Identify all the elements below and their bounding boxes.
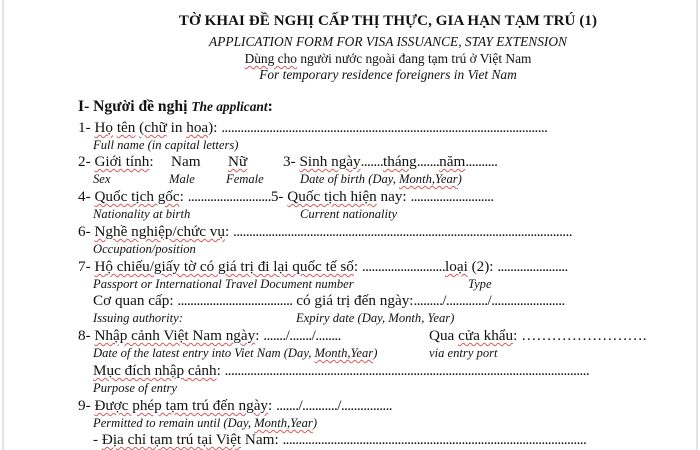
passport-type-en: Type xyxy=(468,277,492,291)
nationality-current-en: Current nationality xyxy=(300,207,398,221)
label-part: hoa xyxy=(186,119,209,136)
permitted-until-label: Được phép tạm trú đến ngày xyxy=(94,397,269,414)
form-scope-vi xyxy=(0,51,700,67)
issuing-authority-blank[interactable]: .................................... xyxy=(177,292,293,309)
field-entry-date xyxy=(78,327,341,344)
scope-vi-rest: người nước ngoài đang tạm trú ở Việt Nam xyxy=(297,51,532,66)
issuing-authority-label: Cơ quan cấp: xyxy=(93,292,178,309)
purpose-en: Purpose of entry xyxy=(93,381,177,395)
dob-en xyxy=(300,172,462,187)
label-part: in xyxy=(166,119,187,136)
occupation-blank[interactable]: .......................................................................................................... xyxy=(233,223,572,240)
temp-address-label: Địa chỉ tạm trú tại Việt xyxy=(101,431,242,448)
sex-option-male[interactable]: Nam xyxy=(171,153,201,170)
field-number: 7- xyxy=(78,258,95,275)
section-label-vi: I- Người đề nghị xyxy=(78,98,192,115)
scope-vi-start: Dùng cho xyxy=(244,51,298,66)
colon: : xyxy=(149,153,154,170)
field-number: 2- xyxy=(78,153,95,170)
entry-en-c: ) xyxy=(373,346,378,360)
occupation-en: Occupation/position xyxy=(93,242,196,256)
expiry-date-blank[interactable]: ........./............./....................... xyxy=(413,292,565,309)
passport-label: Hộ chiếu/giấy tờ có giá trị đi lại quốc tế số xyxy=(94,258,354,275)
occupation-label: Nghề nghiệp/chức vụ xyxy=(94,223,225,240)
field-temp-address xyxy=(93,431,586,448)
permit-en-b: Month,Year xyxy=(254,416,313,430)
passport-type-label: loại xyxy=(445,258,468,275)
field-nationality xyxy=(78,188,494,205)
dob-day-blank[interactable]: ....... xyxy=(360,153,384,170)
section-colon: : xyxy=(267,98,273,115)
field-number: 1- xyxy=(78,119,95,136)
dob-en-c: ) xyxy=(457,172,462,186)
purpose-blank[interactable]: .................................................................................................................. xyxy=(224,362,590,379)
colon: : xyxy=(225,223,234,240)
field-occupation xyxy=(78,223,572,240)
sex-label: Giới tính xyxy=(94,153,150,170)
entry-port-blank[interactable]: ……………………. xyxy=(521,327,647,344)
temp-address-blank[interactable]: ............................................................................................... xyxy=(282,431,587,448)
field-number: 3- xyxy=(283,153,300,170)
passport-type-blank[interactable]: ...................... xyxy=(497,258,568,275)
section-heading xyxy=(78,98,273,115)
entry-port-label: cửa khẩu xyxy=(458,327,514,344)
nationality-birth-en: Nationality at birth xyxy=(93,207,191,221)
dob-month-blank[interactable]: ....... xyxy=(416,153,440,170)
colon: : xyxy=(268,397,277,414)
field-issuing-authority xyxy=(93,292,565,309)
field-number: 5- xyxy=(270,188,288,205)
dob-day-label: Sinh ngày xyxy=(299,153,361,170)
form-title: TỜ KHAI ĐỀ NGHỊ CẤP THỊ THỰC, GIA HẠN TẠM TRÚ (1) xyxy=(178,13,598,29)
field-permitted-until xyxy=(78,397,392,414)
form-title-en: APPLICATION FORM FOR VISA ISSUANCE, STAY EXTENSION xyxy=(209,34,567,49)
label-part: Nam: xyxy=(241,431,283,448)
field-full-name xyxy=(78,119,547,136)
label-part: (chữ xyxy=(139,119,167,136)
colon: : xyxy=(513,327,522,344)
dob-en-a: Date of birth (Day, xyxy=(300,172,399,186)
label-part: ): xyxy=(208,119,222,136)
expiry-en: Expiry date (Day, Month, Year) xyxy=(296,311,455,325)
label-part: Qua xyxy=(429,327,459,344)
male-en: Male xyxy=(169,172,195,186)
field-passport xyxy=(78,258,568,275)
form-scope-en: For temporary residence foreigners in Viet Nam xyxy=(259,67,517,82)
field-date-of-birth xyxy=(283,153,497,170)
permit-en-a: Permitted to remain until (Day, xyxy=(93,416,255,430)
field-entry-port xyxy=(429,327,646,344)
expiry-label: có giá trị đến ngày xyxy=(292,292,410,309)
field-number: 9- xyxy=(78,397,95,414)
field-sex xyxy=(78,153,154,170)
permit-en-c: ) xyxy=(312,416,318,430)
label-part: (2): xyxy=(467,258,498,275)
colon: : xyxy=(179,188,188,205)
field-number: 8- xyxy=(78,327,95,344)
nationality-birth-blank[interactable]: .......................... xyxy=(187,188,271,205)
sex-option-female[interactable]: Nữ xyxy=(228,153,248,170)
dob-month-label: tháng xyxy=(383,153,417,170)
entry-date-en xyxy=(93,346,377,361)
field-number: 4- xyxy=(78,188,95,205)
colon: : xyxy=(255,327,264,344)
permitted-until-en xyxy=(93,416,317,431)
entry-en-a: Date of the latest entry into Viet Nam (Day, xyxy=(93,346,315,360)
entry-date-label: Nhập cảnh Việt Nam ngày xyxy=(94,327,256,344)
passport-en: Passport or International Travel Document number xyxy=(93,277,354,291)
dob-en-b: Month,Year xyxy=(399,172,458,186)
dash: - xyxy=(93,431,102,448)
section-label-en: The applicant xyxy=(191,99,268,114)
field-purpose xyxy=(93,362,589,379)
nationality-current-label: Quốc tịch hiện xyxy=(287,188,377,205)
passport-number-blank[interactable]: .......................... xyxy=(361,258,446,275)
permitted-until-blank[interactable]: ......./.........../................ xyxy=(276,397,392,414)
colon: : xyxy=(353,258,362,275)
label-part: tên xyxy=(116,119,136,136)
sex-en: Sex xyxy=(93,172,111,186)
colon: : xyxy=(409,292,414,309)
full-name-blank[interactable]: ...................................................................................................... xyxy=(221,119,548,136)
dob-year-label: năm xyxy=(439,153,466,170)
full-name-en: Full name (in capital letters) xyxy=(93,138,239,152)
purpose-label: Mục đích nhập cảnh xyxy=(93,362,217,379)
issuing-authority-en: Issuing authority: xyxy=(93,311,183,325)
field-number: 6- xyxy=(78,223,95,240)
entry-port-en: via entry port xyxy=(429,346,498,360)
entry-date-blank[interactable]: ......./......./........ xyxy=(263,327,341,344)
entry-en-b: Month,Year xyxy=(314,346,374,360)
label-part: nay: xyxy=(376,188,411,205)
female-en: Female xyxy=(226,172,264,186)
nationality-birth-label: Quốc tịch gốc xyxy=(94,188,180,205)
label-part: Họ xyxy=(94,119,114,136)
colon: : xyxy=(216,362,225,379)
nationality-current-blank[interactable]: .......................... xyxy=(410,188,494,205)
dob-year-blank[interactable]: .......... xyxy=(465,153,498,170)
